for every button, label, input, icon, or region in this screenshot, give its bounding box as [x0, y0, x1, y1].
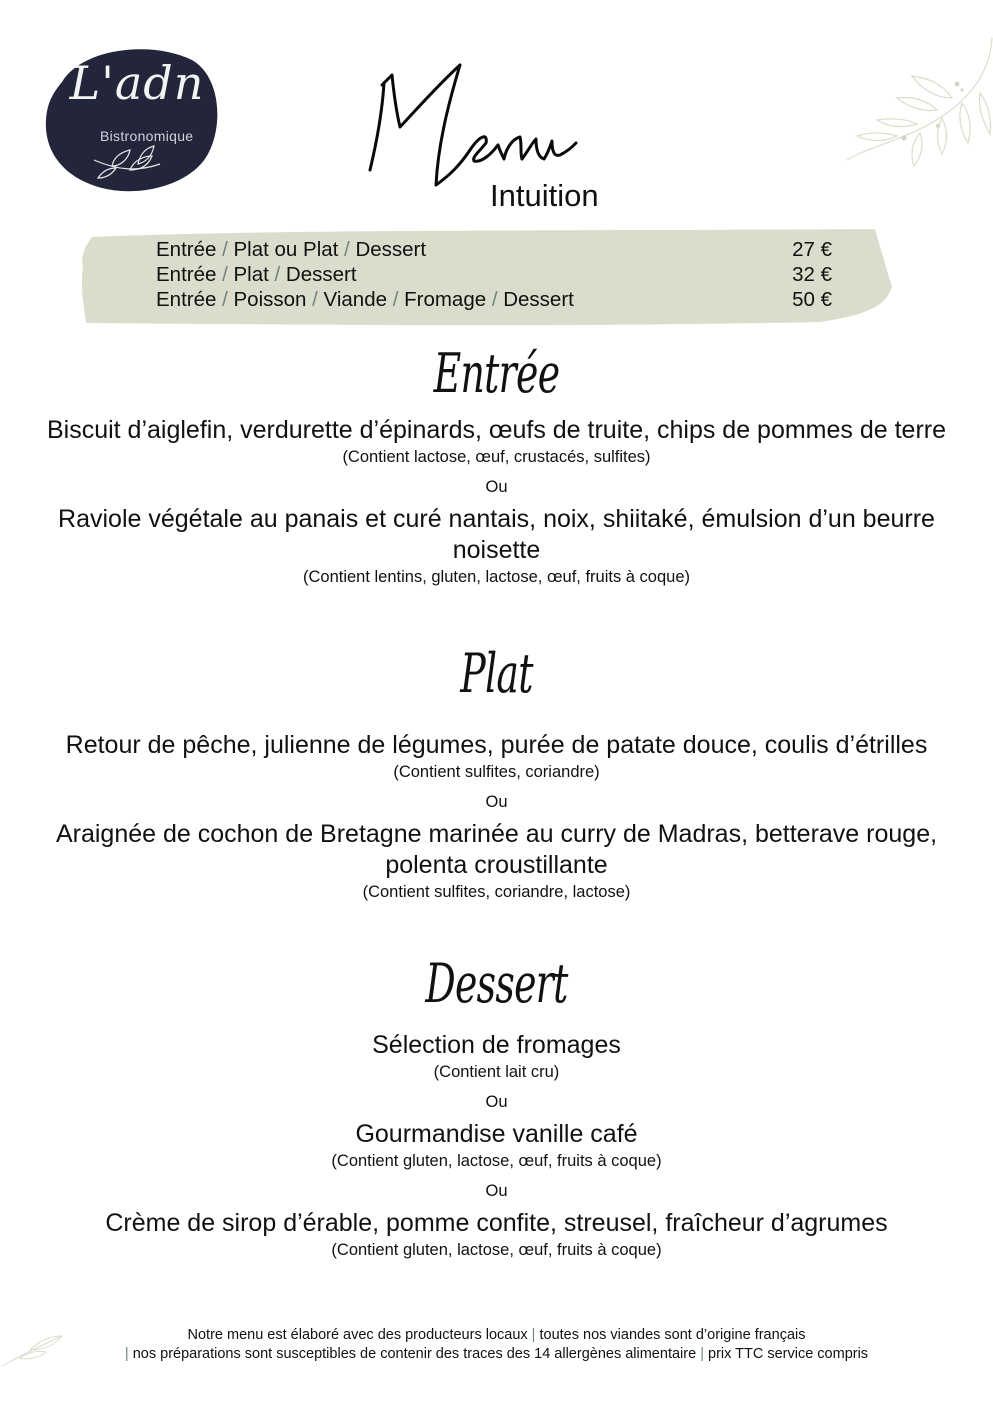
- footer-line-1: Notre menu est élaboré avec des producteurs locaux | toutes nos viandes sont d’origine français: [187, 1327, 806, 1343]
- dish-allergens: (Contient sulfites, coriandre, lactose): [362, 883, 631, 901]
- pricing-courses: Entrée / Poisson / Viande / Fromage / Dessert: [156, 288, 574, 311]
- pricing-courses: Entrée / Plat ou Plat / Dessert: [156, 238, 427, 261]
- dish-name: Retour de pêche, julienne de légumes, purée de patate douce, coulis d’étrilles: [65, 731, 928, 759]
- pricing-list: [156, 237, 832, 312]
- pricing-row: [156, 237, 832, 262]
- section-heading-plat: Plat: [460, 642, 533, 705]
- logo-script-text: L'adn: [69, 56, 205, 110]
- dish-allergens: (Contient gluten, lactose, œuf, fruits à coque): [331, 1152, 662, 1170]
- pricing-band: [80, 227, 892, 327]
- pricing-price: 32 €: [792, 263, 832, 286]
- dish-allergens: (Contient lait cru): [433, 1063, 560, 1081]
- dish-name: Sélection de fromages: [372, 1031, 621, 1059]
- or-separator: Ou: [485, 1093, 508, 1111]
- pricing-row: [156, 262, 832, 287]
- footer-line-2: | nos préparations sont susceptibles de contenir des traces des 14 allergènes alimentaire | prix TTC service compris: [124, 1346, 869, 1362]
- section-heading-dessert: Dessert: [425, 952, 568, 1015]
- dish-allergens: (Contient sulfites, coriandre): [393, 763, 600, 781]
- or-separator: Ou: [485, 478, 508, 496]
- dish-allergens: (Contient lentins, gluten, lactose, œuf, fruits à coque): [302, 568, 691, 586]
- section-entree: [40, 340, 953, 588]
- section-dessert: [40, 950, 953, 1261]
- dish-name: Gourmandise vanille café: [355, 1120, 638, 1148]
- olive-branch-icon: [842, 38, 993, 173]
- section-plat: [40, 640, 953, 903]
- restaurant-logo: [42, 42, 218, 194]
- dish-name: Araignée de cochon de Bretagne marinée au curry de Madras, betterave rouge, polenta croustillante: [55, 820, 938, 879]
- dish-name: Biscuit d’aiglefin, verdurette d’épinards, œufs de truite, chips de pommes de terre: [46, 416, 947, 444]
- or-separator: Ou: [485, 793, 508, 811]
- dish-allergens: (Contient lactose, œuf, crustacés, sulfites): [342, 448, 651, 466]
- pricing-price: 50 €: [792, 288, 832, 311]
- dish-name: Raviole végétale au panais et curé nantais, noix, shiitaké, émulsion d’un beurre noisette: [58, 505, 935, 564]
- pricing-courses: Entrée / Plat / Dessert: [156, 263, 357, 286]
- footer-note: [40, 1326, 953, 1364]
- pricing-row: [156, 287, 832, 312]
- menu-subtitle: Intuition: [490, 178, 599, 213]
- dish-allergens: (Contient gluten, lactose, œuf, fruits à coque): [331, 1241, 662, 1259]
- section-heading-entree: Entrée: [433, 342, 560, 405]
- or-separator: Ou: [485, 1182, 508, 1200]
- pricing-price: 27 €: [792, 238, 832, 261]
- dish-name: Crème de sirop d’érable, pomme confite, streusel, fraîcheur d’agrumes: [105, 1209, 888, 1237]
- logo-subtitle: Bistronomique: [100, 128, 194, 144]
